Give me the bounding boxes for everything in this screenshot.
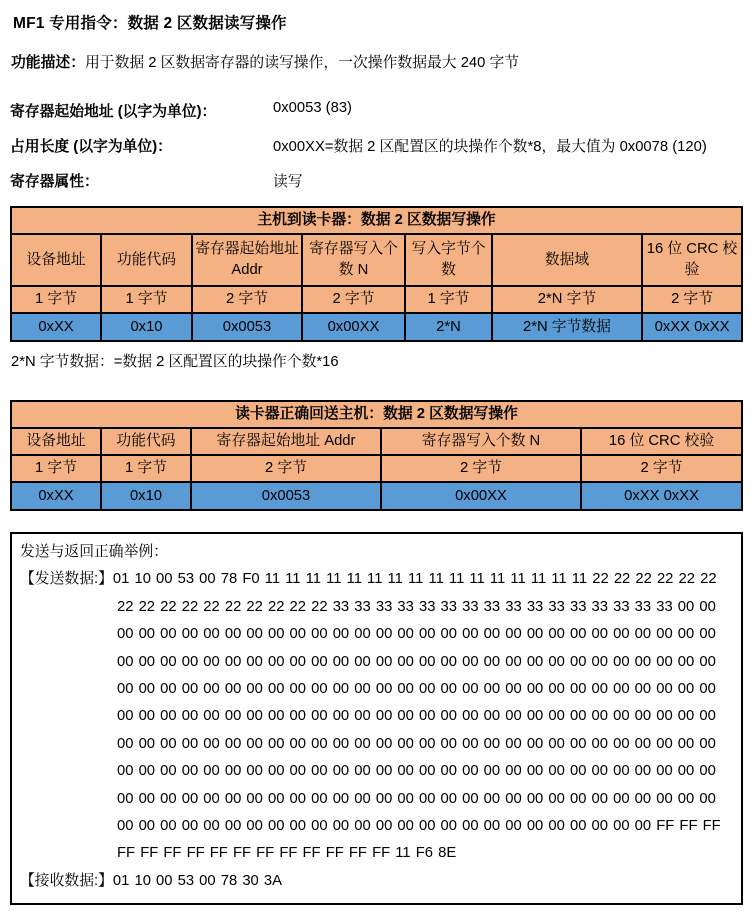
column-header: 16 位 CRC 校验 [642, 234, 742, 286]
column-header: 寄存器写入个数 N [381, 428, 581, 455]
byte-cell: 2 字节 [581, 455, 742, 482]
value-cell: 0xXX 0xXX [581, 482, 742, 510]
property-label: 占用长度 (以字为单位)： [10, 139, 172, 155]
data-length-note: 2*N 字节数据：=数据 2 区配置区的块操作个数*16 [11, 354, 339, 370]
description-text: 用于数据 2 区数据寄存器的读写操作，一次操作数据最大 240 字节 [85, 55, 520, 71]
example-title: 发送与返回正确举例： [20, 544, 168, 560]
example-box [10, 532, 743, 905]
send-data-label: 【发送数据:】 [20, 571, 113, 588]
byte-cell: 2*N 字节 [492, 286, 642, 313]
property-value: 0x0053 (83) [273, 100, 352, 116]
column-header: 寄存器起始地址 Addr [192, 234, 302, 286]
value-cell: 2*N [405, 313, 492, 341]
byte-cell: 1 字节 [11, 286, 101, 313]
column-header: 寄存器写入个数 N [302, 234, 405, 286]
column-header: 16 位 CRC 校验 [581, 428, 742, 455]
host-to-reader-table [10, 206, 743, 342]
value-cell: 0x10 [101, 313, 192, 341]
value-cell: 0x0053 [192, 313, 302, 341]
value-cell: 0xXX 0xXX [642, 313, 742, 341]
send-data-hex: 01 10 00 53 00 78 F0 11 11 11 11 11 11 11 11 11 11 11 11 11 11 11 11 22 22 22 22 22 22 22 22 22 22 22 22 22 22 22 22 33 33 33 33 33 33 33 33 33 33 33 33 33 33 33 33 00 00 00 00 00 00 00 00 00 00 00 00 00 00 00 00 00 00 00 00 00 00 00 00 00 00 00 00 00 00 00 00 00 00 00 00 00 00 00 00 00 00 00 00 00 00 00 00 00 00 00 00 00 00 00 00 00 00 00 00 00 00 00 00 00 00 00 00 00 00 00 00 00 00 00 00 00 00 00 00 00 00 00 00 00 00 00 00 00 00 00 00 00 00 00 00 00 00 00 00 00 00 00 00 00 00 00 00 00 00 00 00 00 00 00 00 00 00 00 00 00 00 00 00 00 00 00 00 00 00 00 00 00 00 00 00 00 00 00 00 00 00 00 00 00 00 00 00 00 00 00 00 00 00 00 00 00 00 00 00 00 00 00 00 00 00 00 00 00 00 00 00 00 00 00 00 00 00 00 00 00 00 00 00 00 00 00 00 00 00 00 00 00 00 00 00 00 00 00 00 00 00 00 00 00 00 00 00 00 00 00 00 00 00 00 00 00 00 00 00 00 00 00 FF FF FF FF FF FF FF FF FF FF FF FF FF FF FF 11 F6 8E [112, 571, 721, 862]
page-title: MF1 专用指令：数据 2 区数据读写操作 [13, 15, 287, 32]
table-title-row [11, 207, 742, 234]
value-cell: 2*N 字节数据 [492, 313, 642, 341]
value-cell: 0xXX [11, 313, 101, 341]
table-value-row [11, 482, 742, 510]
property-row-start-address [10, 100, 741, 121]
register-properties [10, 100, 741, 191]
property-label: 寄存器起始地址 (以字为单位)： [10, 104, 217, 120]
column-header: 功能代码 [101, 428, 191, 455]
byte-cell: 2 字节 [381, 455, 581, 482]
table-title-row [11, 401, 742, 428]
byte-cell: 2 字节 [192, 286, 302, 313]
column-header: 设备地址 [11, 234, 101, 286]
table-header-row [11, 428, 742, 455]
table-title: 主机到读卡器：数据 2 区数据写操作 [11, 207, 742, 234]
column-header: 功能代码 [101, 234, 192, 286]
table-byte-row [11, 455, 742, 482]
property-label: 寄存器属性： [10, 174, 99, 190]
value-cell: 0x0053 [191, 482, 381, 510]
receive-data-label: 【接收数据:】 [20, 872, 113, 889]
table-byte-row [11, 286, 742, 313]
byte-cell: 1 字节 [11, 455, 101, 482]
reader-to-host-table [10, 400, 743, 511]
column-header: 数据域 [492, 234, 642, 286]
table-header-row [11, 234, 742, 286]
table-title: 读卡器正确回送主机：数据 2 区数据写操作 [11, 401, 742, 428]
send-data-entry [20, 566, 733, 867]
value-cell: 0x00XX [381, 482, 581, 510]
column-header: 写入字节个数 [405, 234, 492, 286]
description-label: 功能描述： [11, 55, 85, 71]
property-row-attribute [10, 170, 741, 191]
property-value: 读写 [273, 174, 303, 190]
byte-cell: 1 字节 [101, 455, 191, 482]
column-header: 设备地址 [11, 428, 101, 455]
receive-data-hex: 01 10 00 53 00 78 30 3A [112, 872, 282, 889]
value-cell: 0x10 [101, 482, 191, 510]
value-cell: 0x00XX [302, 313, 405, 341]
value-cell: 0xXX [11, 482, 101, 510]
byte-cell: 1 字节 [101, 286, 192, 313]
property-row-length [10, 135, 741, 156]
receive-data-entry [20, 868, 733, 895]
byte-cell: 2 字节 [302, 286, 405, 313]
function-description [11, 51, 741, 72]
byte-cell: 2 字节 [642, 286, 742, 313]
byte-cell: 1 字节 [405, 286, 492, 313]
property-value: 0x00XX=数据 2 区配置区的块操作个数*8，最大值为 0x0078 (120) [273, 139, 707, 155]
table-value-row [11, 313, 742, 341]
column-header: 寄存器起始地址 Addr [191, 428, 381, 455]
byte-cell: 2 字节 [191, 455, 381, 482]
